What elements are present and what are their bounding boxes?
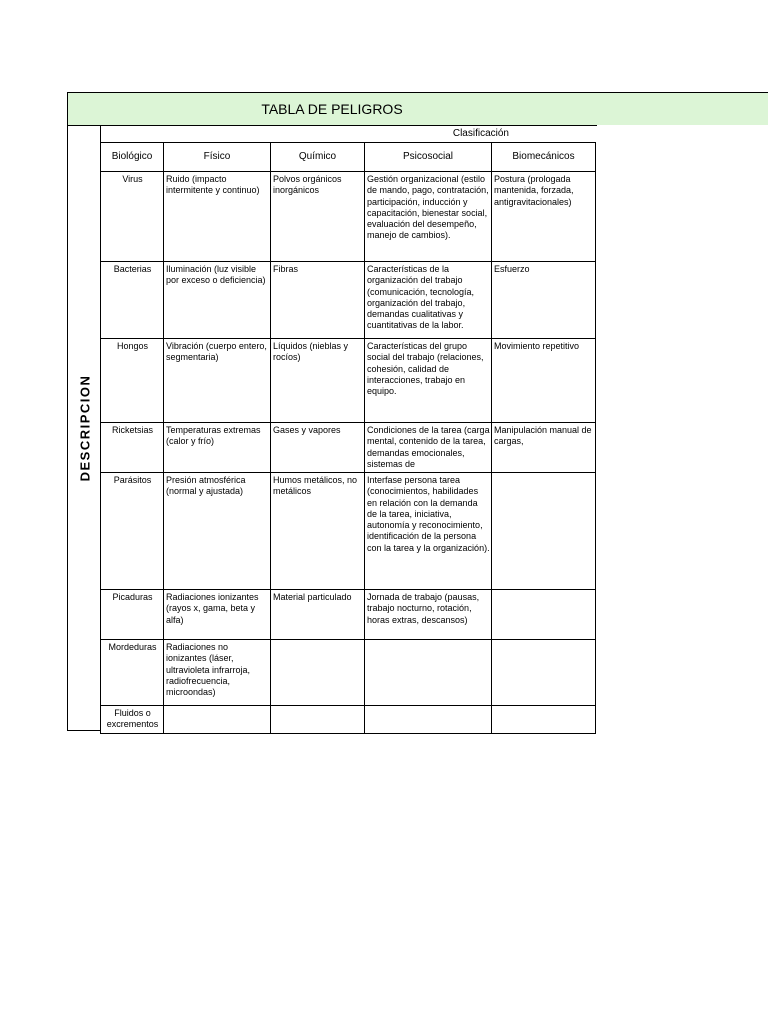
title-bar (67, 92, 768, 125)
hazards-table (100, 142, 596, 734)
cell-fisico (164, 706, 271, 734)
cell-biomecanicos (492, 172, 596, 262)
cell-text: Mordeduras (108, 642, 157, 652)
cell-text: Picaduras (112, 592, 153, 602)
cell-psicosocial (365, 172, 492, 262)
cell-text: Virus (122, 174, 143, 184)
cell-quimico (271, 172, 365, 262)
cell-fisico (164, 262, 271, 339)
cell-text: Ricketsias (111, 425, 153, 435)
cell-text (273, 642, 363, 705)
cell-text (494, 475, 594, 589)
table-row (101, 590, 596, 640)
cell-quimico (271, 640, 365, 706)
cell-text: Interfase persona tarea (conocimientos, habilidades en relación con la demanda de la tarea, iniciativa, autonomía y reconocimiento, identificación de la persona con la tarea y la organización). (367, 475, 490, 553)
cell-text (367, 708, 490, 733)
cell-text: Iluminación (luz visible por exceso o deficiencia) (166, 264, 266, 286)
cell-fisico (164, 339, 271, 423)
cell-text: Temperaturas extremas (calor y frío) (166, 425, 261, 447)
cell-quimico (271, 339, 365, 423)
description-label: DESCRIPCION (77, 374, 93, 482)
cell-psicosocial (365, 339, 492, 423)
cell-fisico (164, 172, 271, 262)
cell-quimico (271, 262, 365, 339)
cell-text (367, 642, 490, 705)
cell-biologico (101, 172, 164, 262)
column-header-fisico: Físico (164, 143, 271, 172)
cell-text: Hongos (116, 341, 149, 351)
table-row (101, 262, 596, 339)
cell-quimico (271, 423, 365, 473)
table-row (101, 473, 596, 590)
cell-text (494, 592, 594, 639)
cell-quimico (271, 706, 365, 734)
cell-biomecanicos (492, 473, 596, 590)
cell-text: Condiciones de la tarea (carga mental, contenido de la tarea, demandas emocionales, sistemas de (367, 425, 490, 469)
cell-text: Características del grupo social del trabajo (relaciones, cohesión, calidad de interacciones, trabajo en equipo. (367, 341, 484, 397)
column-header-quimico: Químico (271, 143, 365, 172)
cell-text: Movimiento repetitivo (494, 341, 580, 351)
cell-text: Manipulación manual de cargas, (494, 425, 592, 447)
cell-biomecanicos (492, 339, 596, 423)
cell-text: Líquidos (nieblas y rocíos) (273, 341, 349, 363)
table-row (101, 172, 596, 262)
cell-text: Radiaciones ionizantes (rayos x, gama, beta y alfa) (166, 592, 259, 625)
cell-text: Gestión organizacional (estilo de mando, pago, contratación, participación, inducción y capacitación, bienestar social, evaluación del desempeño, manejo de cambios). (367, 174, 489, 241)
cell-psicosocial (365, 640, 492, 706)
cell-biomecanicos (492, 423, 596, 473)
column-header-biomecanicos: Biomecánicos (492, 143, 596, 172)
cell-text: Parásitos (113, 475, 152, 485)
cell-biologico (101, 339, 164, 423)
cell-text (273, 708, 363, 733)
cell-psicosocial (365, 590, 492, 640)
cell-fisico (164, 640, 271, 706)
cell-text: Esfuerzo (494, 264, 530, 274)
cell-biomecanicos (492, 262, 596, 339)
cell-text: Ruido (impacto intermitente y continuo) (166, 174, 260, 196)
cell-text: Material particulado (273, 592, 352, 602)
cell-biologico (101, 590, 164, 640)
cell-quimico (271, 590, 365, 640)
cell-biologico (101, 706, 164, 734)
cell-text: Jornada de trabajo (pausas, trabajo nocturno, rotación, horas extras, descansos) (367, 592, 480, 625)
page-title: TABLA DE PELIGROS (261, 101, 403, 117)
table-row (101, 706, 596, 734)
cell-text (494, 708, 594, 733)
column-header-psicosocial: Psicosocial (365, 143, 492, 172)
cell-biomecanicos (492, 706, 596, 734)
cell-quimico (271, 473, 365, 590)
cell-biologico (101, 473, 164, 590)
cell-biomecanicos (492, 590, 596, 640)
cell-biologico (101, 423, 164, 473)
cell-text (494, 642, 594, 705)
cell-text: Fibras (273, 264, 299, 274)
cell-fisico (164, 423, 271, 473)
cell-text: Bacterias (113, 264, 152, 274)
cell-biologico (101, 262, 164, 339)
cell-text: Gases y vapores (273, 425, 341, 435)
cell-text: Fluidos o excrementos (106, 708, 159, 730)
cell-psicosocial (365, 262, 492, 339)
cell-psicosocial (365, 473, 492, 590)
cell-text: Características de la organización del trabajo (comunicación, tecnología, organización del trabajo, demandas cualitativas y cuantitativas de la labor. (367, 264, 475, 331)
cell-psicosocial (365, 423, 492, 473)
cell-biologico (101, 640, 164, 706)
cell-text: Presión atmosférica (normal y ajustada) (166, 475, 246, 497)
column-header-biologico: Biológico (101, 143, 164, 172)
cell-text: Vibración (cuerpo entero, segmentaria) (166, 341, 267, 363)
cell-text: Polvos orgánicos inorgánicos (273, 174, 342, 196)
cell-fisico (164, 590, 271, 640)
cell-psicosocial (365, 706, 492, 734)
cell-text: Humos metálicos, no metálicos (273, 475, 358, 497)
cell-text: Radiaciones no ionizantes (láser, ultravioleta infrarroja, radiofrecuencia, microondas) (166, 642, 251, 698)
cell-fisico (164, 473, 271, 590)
header-row (101, 143, 596, 172)
cell-text: Postura (prologada mantenida, forzada, antigravitacionales) (494, 174, 574, 207)
cell-biomecanicos (492, 640, 596, 706)
table-row (101, 339, 596, 423)
classification-header: Clasificación (452, 128, 509, 139)
table-row (101, 423, 596, 473)
cell-text (166, 708, 269, 733)
table-row (101, 640, 596, 706)
